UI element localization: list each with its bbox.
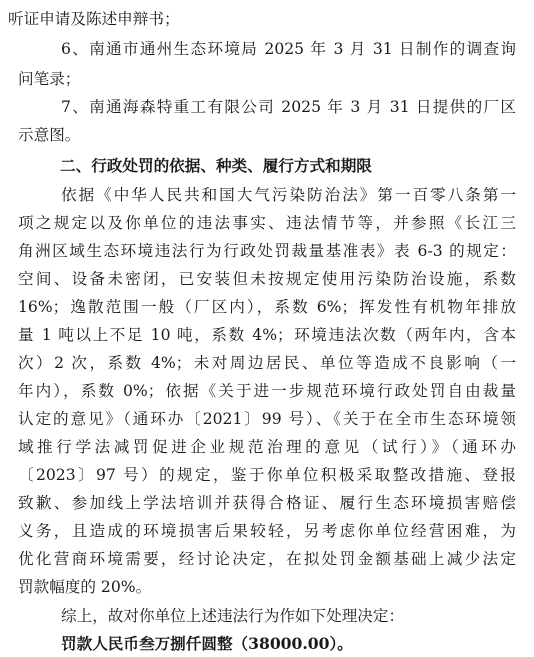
text-line-2: 6、南通市通州生态环境局 2025 年 3 月 31 日制作的调查询 (61, 40, 516, 58)
text-line-15: 认定的意见》（通环办〔2021〕99 号）、《关于在全市生态环境领 (18, 410, 516, 428)
text-line-9: 角洲区域生态环境违法行为行政处罚裁量基准表》表 6-3 的规定： (18, 242, 516, 260)
text-line-1: 听证申请及陈述申辩书； (8, 10, 180, 28)
text-line-11: 16%；逸散范围一般（厂区内），系数 6%；挥发性有机物年排放 (18, 298, 516, 316)
text-line-20: 优化营商环境需要，经讨论决定，在拟处罚金额基础上减少法定 (18, 550, 516, 568)
text-line-4: 7、南通海森特重工有限公司 2025 年 3 月 31 日提供的厂区 (61, 98, 516, 116)
text-line-10: 空间、设备未密闭，已安装但未按规定使用污染防治设施，系数 (18, 270, 516, 288)
text-line-13: 次）2 次，系数 4%；未对周边居民、单位等造成不良影响（一 (18, 354, 516, 372)
text-line-14: 年内），系数 0%；依据《关于进一步规范环境行政处罚自由裁量 (18, 382, 516, 400)
text-line-7: 依据《中华人民共和国大气污染防治法》第一百零八条第一 (61, 186, 516, 204)
text-line-5: 示意图。 (18, 126, 81, 144)
text-line-21: 罚款幅度的 20%。 (18, 578, 152, 596)
text-line-19: 义务，且造成的环境损害后果较轻，另考虑你单位经营困难，为 (18, 522, 516, 540)
text-line-12: 量 1 吨以上不足 10 吨，系数 4%；环境违法次数（两年内，含本 (18, 326, 516, 344)
text-line-17: 〔2023〕97 号）的规定，鉴于你单位积极采取整改措施、登报 (18, 466, 516, 484)
text-line-8: 项之规定以及你单位的违法事实、违法情节等，并参照《长江三 (18, 214, 516, 232)
text-line-18: 致歉、参加线上学法培训并获得合格证、履行生态环境损害赔偿 (18, 494, 516, 512)
text-line-22: 综上，故对你单位上述违法行为作如下处理决定： (61, 607, 405, 625)
section-heading: 二、行政处罚的依据、种类、履行方式和期限 (60, 156, 372, 175)
text-line-3: 问笔录； (18, 70, 81, 88)
penalty-decision: 罚款人民币叁万捌仟圆整（38000.00）。 (61, 634, 353, 653)
text-line-16: 域推行学法减罚促进企业规范治理的意见（试行）》（通环办 (18, 438, 516, 456)
